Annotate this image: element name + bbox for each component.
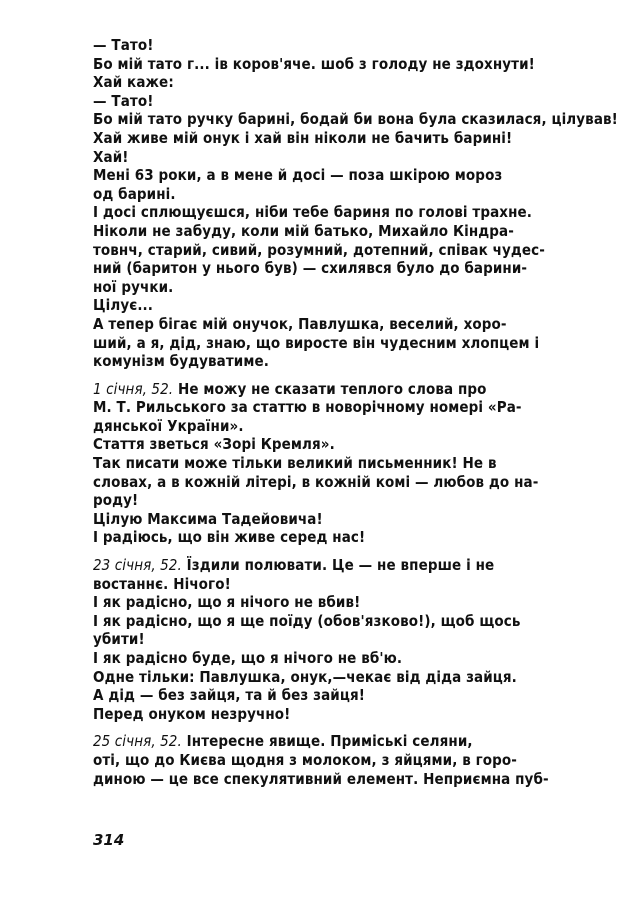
text-line: ний (баритон у нього був) — схилявся було до барини- bbox=[93, 259, 528, 278]
text-fragment: Їздили полювати. Це — не вперше і не bbox=[181, 556, 495, 575]
text-fragment: Не можу не сказати теплого слова про bbox=[173, 379, 487, 398]
text-line: Ніколи не забуду, коли мій батько, Михайло Кіндра- bbox=[93, 221, 514, 240]
diary-entry-heading bbox=[93, 732, 555, 751]
diary-entry-heading bbox=[93, 556, 555, 575]
text-line: І радіюсь, що він живе серед нас! bbox=[93, 528, 366, 547]
text-line: дянської України». bbox=[93, 416, 244, 435]
text-line: Цілує... bbox=[93, 296, 154, 315]
text-line: — Тато! bbox=[93, 36, 154, 54]
text-line: товнч, старий, сивий, розумний, дотепний, співак чудес- bbox=[93, 240, 545, 259]
text-line: ної ручки. bbox=[93, 277, 174, 296]
page-number: 314 bbox=[93, 831, 125, 849]
text-line: словах, а в кожній літері, в кожній комі — любов до на- bbox=[93, 472, 539, 491]
text-line: Одне тільки: Павлушка, онук,—чекає від діда зайця. bbox=[93, 667, 517, 686]
text-line: Перед онуком незручно! bbox=[93, 704, 291, 723]
text-line: Цілую Максима Тадейовича! bbox=[93, 509, 323, 528]
text-line: І як радісно буде, що я нічого не вб'ю. bbox=[93, 649, 403, 667]
text-line: Бо мій тато г... ів коров'яче. шоб з голоду не здохнути! bbox=[93, 54, 535, 73]
text-line: од барині. bbox=[93, 184, 176, 203]
text-line: А тепер бігає мій онучок, Павлушка, веселий, хоро- bbox=[93, 314, 507, 333]
text-line: М. Т. Рильського за статтю в новорічному номері «Ра- bbox=[93, 398, 522, 417]
text-line: роду! bbox=[93, 491, 139, 510]
text-line: І як радісно, що я ще поїду (обов'язково!), щоб щось bbox=[93, 611, 521, 630]
text-line: востаннє. Нічого! bbox=[93, 574, 231, 593]
text-line: оті, що до Києва щодня з молоком, з яйцями, в горо- bbox=[93, 750, 518, 769]
text-line: Бо мій тато ручку барині, бодай би вона була сказилася, цілував! bbox=[93, 110, 618, 129]
text-line: комунізм будуватиме. bbox=[93, 352, 269, 371]
text-line: А дід — без зайця, та й без зайця! bbox=[93, 686, 365, 705]
entry-date: 25 січня, 52. bbox=[93, 732, 182, 751]
text-line: Стаття зветься «Зорі Кремля». bbox=[93, 435, 335, 454]
page-text bbox=[93, 36, 618, 788]
text-line: Мені 63 роки, а в мене й досі — поза шкірою мороз bbox=[93, 166, 503, 185]
entry-date: 23 січня, 52. bbox=[93, 556, 182, 575]
text-line: — Тато! bbox=[93, 91, 154, 110]
text-line: І як радісно, що я нічого не вбив! bbox=[93, 593, 361, 612]
text-fragment: Інтересне явище. Приміські селяни, bbox=[181, 732, 473, 751]
text-line: диною — це все спекулятивний елемент. Неприємна пуб- bbox=[93, 769, 549, 788]
text-line: Так писати може тільки великий письменник! Не в bbox=[93, 454, 497, 473]
text-line: Хай живе мій онук і хай він ніколи не бачить барині! bbox=[93, 128, 513, 147]
text-line: Хай каже: bbox=[93, 73, 174, 92]
text-line: убити! bbox=[93, 630, 145, 649]
diary-entry-heading bbox=[93, 380, 555, 399]
entry-date: 1 січня, 52. bbox=[93, 379, 174, 398]
text-line: І досі сплющуєшся, ніби тебе бариня по голові трахне. bbox=[93, 203, 532, 222]
text-line: Хай! bbox=[93, 147, 129, 166]
text-line: ший, а я, дід, знаю, що виросте він чудесним хлопцем і bbox=[93, 333, 540, 352]
